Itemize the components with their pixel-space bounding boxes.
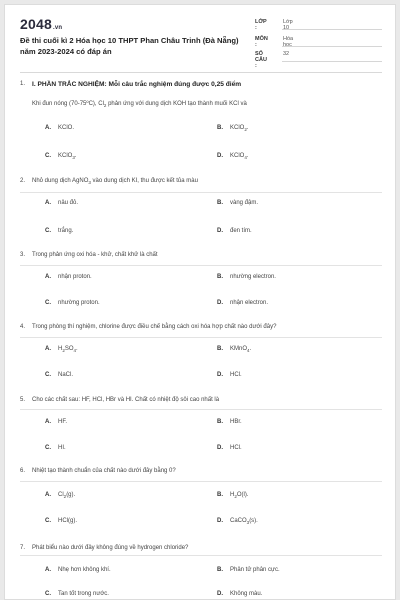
option-letter: A. [45,419,51,425]
option-text: nhận proton. [58,274,92,280]
option-text: Không màu. [230,591,263,597]
option-text: HCl(g). [58,518,77,524]
option-text: đen tím. [230,228,252,234]
option-text: KClO. [58,125,75,131]
option-letter: B. [217,346,223,352]
option-text: trắng. [58,228,74,234]
question-text: Nhỏ dung dịch AgNO$_3$ vào dung dịch KI, thu được kết tủa màu [32,178,198,186]
meta-divider [282,46,382,47]
question-text: Khi đun nóng (70-75ºC), $Cl_2$ phản ứng với dung dịch KOH tạo thành muối KCl và [32,101,247,109]
meta-grade-value: Lớp 10 [283,19,293,31]
option-letter: C. [45,591,51,597]
logo-main: 2048 [20,16,52,32]
option-text: HCl. [230,372,242,378]
question-text: Phát biểu nào dưới đây không đúng về hydrogen chloride? [32,545,189,551]
option-letter: C. [45,300,51,306]
option-letter: D. [217,153,223,159]
option-letter: A. [45,492,51,498]
question-text: Cho các chất sau: HF, HCl, HBr và HI. Chất có nhiệt độ sôi cao nhất là [32,397,220,403]
option-text: KClO$_3$. [58,153,77,161]
option-letter: D. [217,591,223,597]
option-letter: B. [217,125,223,131]
option-text: $H_2SO_4$. [58,346,78,354]
option-letter: A. [45,200,51,206]
option-text: KClO$_2$. [230,125,249,133]
option-letter: D. [217,300,223,306]
question-number: 2. [20,178,26,184]
option-text: HBr. [230,419,242,425]
option-letter: D. [217,228,223,234]
option-text: Phân tử phân cực. [230,567,280,573]
option-text: HCl. [230,445,242,451]
option-letter: C. [45,372,51,378]
section-heading: I. PHẦN TRẮC NGHIỆM: Mỗi câu trắc nghiệm đúng được 0,25 điểm [32,81,242,88]
site-logo[interactable] [20,16,62,32]
meta-subject-key: MÔN : [255,36,268,48]
option-text: KClO$_4$. [230,153,249,161]
option-letter: D. [217,518,223,524]
option-letter: C. [45,445,51,451]
option-letter: A. [45,346,51,352]
option-text: HI. [58,445,66,451]
question-number: 3. [20,252,26,258]
option-text: Tan tốt trong nước. [58,591,109,597]
option-letter: D. [217,372,223,378]
option-letter: C. [45,518,51,524]
page-header [5,5,396,69]
option-letter: A. [45,125,51,131]
option-letter: A. [45,567,51,573]
question-number: 7. [20,545,26,551]
option-letter: B. [217,274,223,280]
option-letter: B. [217,200,223,206]
option-letter: B. [217,492,223,498]
option-text: NaCl. [58,372,74,378]
option-text: vàng đậm. [230,200,259,206]
option-letter: C. [45,153,51,159]
question-divider [20,192,382,193]
question-divider [20,555,382,556]
option-text: nhường electron. [230,274,276,280]
question-number: 5. [20,397,26,403]
option-letter: B. [217,419,223,425]
document-title: Đề thi cuối kì 2 Hóa học 10 THPT Phan Châu Trinh (Đà Nẵng) năm 2023-2024 có đáp án [20,36,239,56]
question-divider [20,337,382,338]
meta-grade-key: LỚP : [255,19,267,31]
meta-count-key: SỐ CÂU : [255,51,267,69]
option-text: nhường proton. [58,300,100,306]
option-text: $H_2O(l)$. [230,492,249,500]
meta-divider [282,61,382,62]
option-text: nâu đỏ. [58,200,79,206]
option-text: $Cl_2(g)$. [58,492,76,500]
option-letter: B. [217,567,223,573]
question-divider [20,409,382,410]
option-letter: C. [45,228,51,234]
option-text: KMnO$_4$. [230,346,252,354]
question-text: Nhiệt tạo thành chuẩn của chất nào dưới đây bằng 0? [32,468,176,474]
meta-divider [282,29,382,30]
question-number: 4. [20,324,26,330]
question-number: 6. [20,468,26,474]
option-text: CaCO$_3$(s). [230,518,258,526]
meta-subject-value: Hóa học [283,36,294,48]
option-letter: A. [45,274,51,280]
question-text: Trong phòng thí nghiệm, chlorine được điều chế bằng cách oxi hóa hợp chất nào dưới đây? [32,324,277,330]
option-text: HF. [58,419,67,425]
question-text: Trong phản ứng oxi hóa - khử, chất khử là chất [32,252,158,258]
question-number: 1. [20,81,26,87]
logo-tld: .vn [52,25,63,31]
header-divider [20,72,382,73]
option-letter: D. [217,445,223,451]
question-divider [20,481,382,482]
option-text: Nhẹ hơn không khí. [58,567,111,573]
option-text: nhận electron. [230,300,269,306]
exam-page [4,4,396,600]
meta-count-value: 32 [283,51,290,57]
question-divider [20,265,382,266]
